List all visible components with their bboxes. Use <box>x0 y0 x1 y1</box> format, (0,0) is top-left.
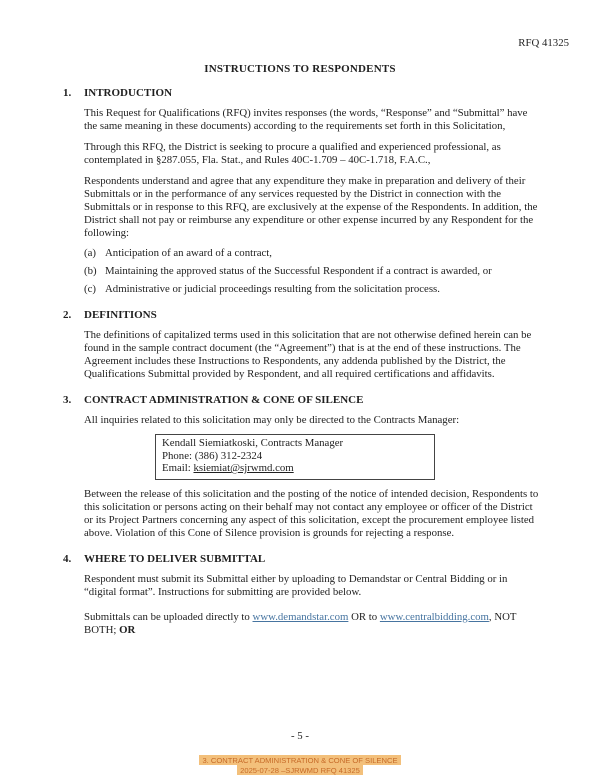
section-heading-contract-administration <box>63 394 540 407</box>
section-heading-label: CONTRACT ADMINISTRATION & CONE OF SILENCE <box>84 394 364 406</box>
page-number: - 5 - <box>291 730 309 742</box>
upload-text-prefix: Submittals can be uploaded directly to <box>84 610 253 623</box>
paragraph: Respondents understand and agree that any expenditure they make in preparation and delivery of their Submittals or in the performance of any services requested by the District in connection with the Submittals or in response to this RFQ, are exclusively at the expense of the Respondents. In addition, the District shall not pay or reimburse any expenditure or other expense incurred by any Respondent for the following: <box>84 175 538 239</box>
footer-highlight-line1: 3. CONTRACT ADMINISTRATION & CONE OF SILENCE <box>199 755 400 765</box>
list-item-text: Maintaining the approved status of the Successful Respondent if a contract is awarded, or <box>105 265 492 277</box>
section-heading-label: WHERE TO DELIVER SUBMITTAL <box>84 552 266 565</box>
email-label: Email: <box>162 462 194 474</box>
list-marker: (c) <box>84 283 96 295</box>
section-heading-where-to-deliver <box>63 553 540 566</box>
contact-email-line <box>162 462 428 475</box>
contact-phone: Phone: (386) 312-2324 <box>162 449 263 462</box>
demandstar-link[interactable]: www.demandstar.com <box>252 610 349 623</box>
section-heading-definitions <box>63 309 540 322</box>
paragraph: Through this RFQ, the District is seeking to procure a qualified and experienced professional, as contemplated in §287.055, Fla. Stat., and Rules 40C-1.709 – 40C-1.718, F.A.C., <box>84 141 501 166</box>
section-heading-introduction <box>63 87 540 100</box>
document-body <box>63 87 540 637</box>
footer-highlight-line2: 2025-07-28 –SJRWMD RFQ 41325 <box>237 765 363 775</box>
doc-ref: RFQ 41325 <box>518 37 569 49</box>
paragraph: All inquiries related to this solicitation may only be directed to the Contracts Manager: <box>84 414 460 426</box>
contacts-manager-box <box>155 434 435 480</box>
list-marker: (b) <box>84 265 97 277</box>
upload-text-or: OR <box>119 623 136 636</box>
upload-text-suffix: , NOT BOTH; <box>84 610 517 636</box>
footer-highlight <box>0 755 600 775</box>
section-number: 3. <box>63 394 72 406</box>
contact-name: Kendall Siemiatkoski, Contracts Manager <box>162 437 344 449</box>
centralbidding-link[interactable]: www.centralbidding.com <box>379 610 489 623</box>
list-item <box>84 283 540 296</box>
section-number: 2. <box>63 309 72 321</box>
list-item <box>84 265 540 278</box>
upload-paragraph <box>84 611 540 637</box>
paragraph: Respondent must submit its Submittal either by uploading to Demandstar or Central Bidding or in “digital format”. Instructions for submitting are provided below. <box>84 572 508 598</box>
section-heading-label: DEFINITIONS <box>84 309 157 321</box>
paragraph: Between the release of this solicitation and the posting of the notice of intended decision, Respondents to this solicitation or persons acting on their behalf may not contact any employee or officer of the District or its Project Partners concerning any aspect of this solicitation, except the procurement employee listed above. Violation of this Cone of Silence provision is grounds for rejecting a response. <box>84 487 539 539</box>
paragraph: The definitions of capitalized terms used in this solicitation that are not otherwise defined herein can be found in the sample contract document (the “Agreement”) that is at the end of these instructions. The Agreement includes these Instructions to Respondents, any addenda published by the District, the Qualifications Submittal provided by Respondent, and all required certifications and affidavits. <box>84 329 532 380</box>
list-item-text: Anticipation of an award of a contract, <box>105 247 272 259</box>
section-heading-label: INTRODUCTION <box>84 87 173 99</box>
list-item-text: Administrative or judicial proceedings resulting from the solicitation process. <box>105 283 440 295</box>
list-item <box>84 247 540 260</box>
section-number: 4. <box>63 552 72 565</box>
list-marker: (a) <box>84 247 96 259</box>
section-number: 1. <box>63 87 72 99</box>
contact-email-link[interactable]: ksiemiat@sjrwmd.com <box>193 462 294 474</box>
page-title: INSTRUCTIONS TO RESPONDENTS <box>204 63 396 75</box>
upload-text-middle: OR to <box>348 610 380 623</box>
paragraph: This Request for Qualifications (RFQ) invites responses (the words, “Response” and “Submittal” have the same meaning in these documents) according to the requirements set forth in this Solicitation, <box>84 107 528 132</box>
